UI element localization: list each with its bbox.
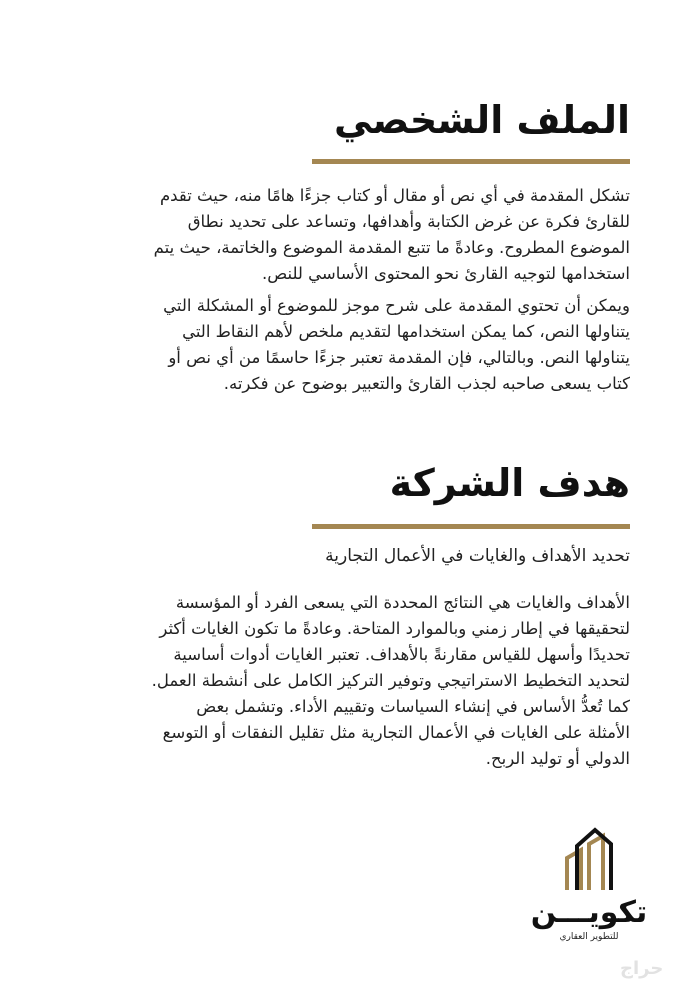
buildings-icon (559, 826, 619, 892)
section-title-profile: الملف الشخصي (333, 98, 630, 142)
logo-name: تكويـــن (530, 895, 648, 930)
section-title-company-goal: هدف الشركة (389, 461, 630, 505)
watermark: حراج (620, 958, 664, 979)
company-goal-subtitle: تحديد الأهداف والغايات في الأعمال التجارية (325, 546, 630, 566)
company-goal-paragraph: الأهداف والغايات هي النتائج المحددة التي يسعى الفرد أو المؤسسة لتحقيقها في إطار زمني وبالموارد المتاحة. وعادةً ما تكون الغايات أكثر تحديدًا وأسهل للقياس مقارنةً بالأهداف. تعتبر الغايات أدوات أساسية لتحديد التخطيط الاستراتيجي وتوفير التركيز الكامل على أنشطة العمل. كما تُعدُّ الأساس في إنشاء السياسات وتقييم الأداء. وتشمل بعض الأمثلة على الغايات في الأعمال التجارية مثل تقليل النفقات أو التوسع الدولي أو توليد الربح. (151, 593, 630, 768)
title-underline (312, 524, 630, 529)
logo-tagline: للتطوير العقاري (559, 932, 619, 942)
profile-paragraph-1: تشكل المقدمة في أي نص أو مقال أو كتاب جزءًا هامًا منه، حيث تقدم للقارئ فكرة عن غرض الكتابة وأهدافها، وتساعد على تحديد نطاق الموضوع المطروح. وعادةً ما تتبع المقدمة الموضوع والخاتمة، حيث يتم استخدامها لتوجيه القارئ نحو المحتوى الأساسي للنص. (153, 186, 630, 283)
title-underline (312, 159, 630, 164)
profile-paragraph-2: ويمكن أن تحتوي المقدمة على شرح موجز للموضوع أو المشكلة التي يتناولها النص، كما يمكن استخدامها لتقديم ملخص لأهم النقاط التي يتناولها النص. وبالتالي، فإن المقدمة تعتبر جزءًا حاسمًا من أي نص أو كتاب يسعى صاحبه لجذب القارئ والتعبير بوضوح عن فكرته. (163, 296, 630, 393)
company-logo (528, 826, 650, 942)
